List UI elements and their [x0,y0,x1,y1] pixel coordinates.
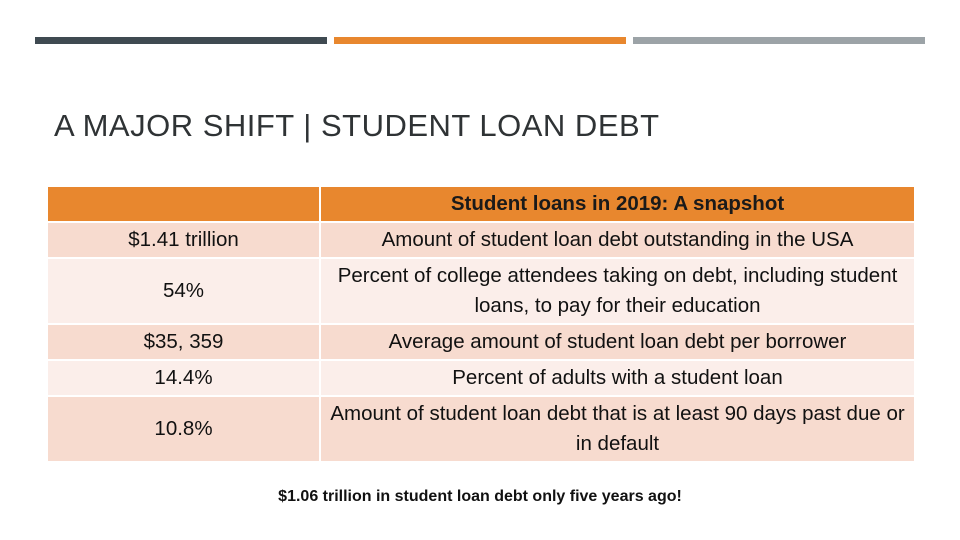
accent-bar-gray [633,37,925,44]
table-cell-value: 14.4% [47,360,320,396]
table-row [47,222,915,258]
table-header-cell-value [47,186,320,222]
table-header-cell-description: Student loans in 2019: A snapshot [320,186,915,222]
footnote: $1.06 trillion in student loan debt only five years ago! [278,488,682,505]
table-cell-value: $35, 359 [47,324,320,360]
accent-bar-dark [35,37,327,44]
accent-bar-orange [334,37,626,44]
table-cell-value: 54% [47,258,320,324]
table-row [47,396,915,462]
table-cell-description: Amount of student loan debt outstanding in the USA [320,222,915,258]
table-header-row [47,186,915,222]
table-cell-description: Percent of college attendees taking on debt, including student loans, to pay for their education [320,258,915,324]
slide-title: A MAJOR SHIFT | STUDENT LOAN DEBT [54,108,660,143]
table-cell-description: Average amount of student loan debt per borrower [320,324,915,360]
table-cell-description: Amount of student loan debt that is at least 90 days past due or in default [320,396,915,462]
snapshot-table [46,185,916,463]
table-row [47,258,915,324]
table-row [47,324,915,360]
table-cell-value: $1.41 trillion [47,222,320,258]
table-cell-description: Percent of adults with a student loan [320,360,915,396]
table-cell-value: 10.8% [47,396,320,462]
table-row [47,360,915,396]
